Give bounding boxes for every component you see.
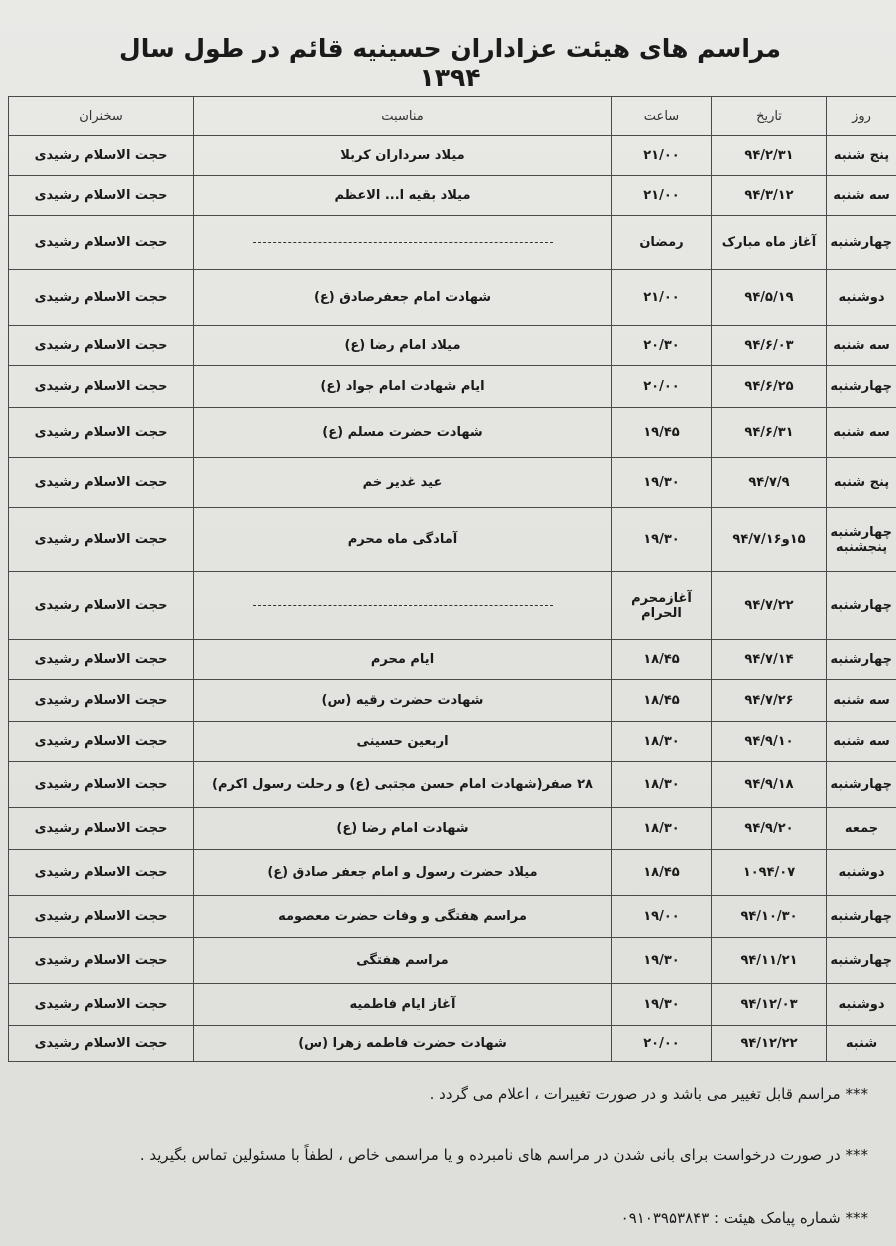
date-cell: ۹۴/۲/۳۱ (712, 136, 827, 176)
occasion-cell: آغاز ایام فاطمیه (194, 984, 612, 1026)
table-row (9, 176, 896, 216)
time-cell: ۲۰/۰۰ (612, 1026, 712, 1062)
table-header-row (9, 97, 896, 136)
day-cell: چهارشنبه (827, 366, 896, 408)
date-cell: ۱۵و۹۴/۷/۱۶ (712, 508, 827, 572)
table-row (9, 326, 896, 366)
speaker-cell: حجت الاسلام رشیدی (9, 938, 194, 984)
date-cell: ۱۰۹۴/۰۷ (712, 850, 827, 896)
occasion-cell: شهادت حضرت رقیه (س) (194, 680, 612, 722)
date-cell: ۹۴/۱۱/۲۱ (712, 938, 827, 984)
occasion-cell: شهادت امام جعفرصادق (ع) (194, 270, 612, 326)
table-row (9, 938, 896, 984)
time-cell: ۲۰/۳۰ (612, 326, 712, 366)
speaker-cell: حجت الاسلام رشیدی (9, 408, 194, 458)
day-cell: سه شنبه (827, 176, 896, 216)
time-cell: ۲۱/۰۰ (612, 136, 712, 176)
header-speaker: سخنران (9, 97, 194, 136)
table-row (9, 984, 896, 1026)
date-cell: ۹۴/۹/۱۰ (712, 722, 827, 762)
table-row (9, 640, 896, 680)
speaker-cell: حجت الاسلام رشیدی (9, 850, 194, 896)
table-row (9, 458, 896, 508)
date-cell: ۹۴/۶/۳۱ (712, 408, 827, 458)
date-cell: ۹۴/۷/۲۲ (712, 572, 827, 640)
time-cell: ۱۸/۴۵ (612, 640, 712, 680)
speaker-cell: حجت الاسلام رشیدی (9, 270, 194, 326)
day-cell: سه شنبه (827, 722, 896, 762)
speaker-cell: حجت الاسلام رشیدی (9, 366, 194, 408)
date-cell: ۹۴/۱۲/۰۳ (712, 984, 827, 1026)
time-cell: ۱۸/۳۰ (612, 808, 712, 850)
time-cell: ۱۹/۳۰ (612, 984, 712, 1026)
occasion-cell: میلاد امام رضا (ع) (194, 326, 612, 366)
occasion-cell: شهادت امام رضا (ع) (194, 808, 612, 850)
day-cell: چهارشنبه (827, 896, 896, 938)
table-row (9, 572, 896, 640)
time-cell: رمضان (612, 216, 712, 270)
note-sponsor: *** در صورت درخواست برای بانی شدن در مراسم های نامبرده و یا مراسمی خاص ، لطفاً با مسئولین تماس بگیرید . (139, 1146, 868, 1164)
speaker-cell: حجت الاسلام رشیدی (9, 1026, 194, 1062)
dashed-placeholder-line (253, 605, 553, 606)
time-cell: ۱۹/۳۰ (612, 508, 712, 572)
table-row (9, 270, 896, 326)
occasion-cell: مراسم هفتگی (194, 938, 612, 984)
day-cell: پنج شنبه (827, 136, 896, 176)
header-date: تاریخ (712, 97, 827, 136)
speaker-cell: حجت الاسلام رشیدی (9, 136, 194, 176)
occasion-cell: آمادگی ماه محرم (194, 508, 612, 572)
header-time: ساعت (612, 97, 712, 136)
occasion-cell: میلاد حضرت رسول و امام جعفر صادق (ع) (194, 850, 612, 896)
speaker-cell: حجت الاسلام رشیدی (9, 808, 194, 850)
table-row (9, 216, 896, 270)
date-cell: ۹۴/۵/۱۹ (712, 270, 827, 326)
date-cell: ۹۴/۶/۲۵ (712, 366, 827, 408)
date-cell: ۹۴/۱۲/۲۲ (712, 1026, 827, 1062)
note-changes: *** مراسم قابل تغییر می باشد و در صورت تغییرات ، اعلام می گردد . (429, 1085, 868, 1103)
day-cell: چهارشنبه (827, 572, 896, 640)
speaker-cell: حجت الاسلام رشیدی (9, 722, 194, 762)
header-occasion: مناسبت (194, 97, 612, 136)
speaker-cell: حجت الاسلام رشیدی (9, 326, 194, 366)
table-row (9, 808, 896, 850)
time-cell: ۲۱/۰۰ (612, 176, 712, 216)
time-cell: ۱۹/۰۰ (612, 896, 712, 938)
table-row (9, 136, 896, 176)
time-cell: ۱۹/۴۵ (612, 408, 712, 458)
speaker-cell: حجت الاسلام رشیدی (9, 762, 194, 808)
table-row (9, 722, 896, 762)
schedule-table (8, 96, 896, 1062)
occasion-cell: ایام محرم (194, 640, 612, 680)
day-cell: چهارشنبه (827, 762, 896, 808)
occasion-cell: ایام شهادت امام جواد (ع) (194, 366, 612, 408)
page-title: مراسم های هیئت عزاداران حسینیه قائم در طول سال ۱۳۹۴ (119, 34, 781, 92)
occasion-cell: اربعین حسینی (194, 722, 612, 762)
date-cell: ۹۴/۳/۱۲ (712, 176, 827, 216)
occasion-cell: مراسم هفتگی و وفات حضرت معصومه (194, 896, 612, 938)
date-cell: ۹۴/۶/۰۳ (712, 326, 827, 366)
occasion-cell: میلاد سرداران کربلا (194, 136, 612, 176)
speaker-cell: حجت الاسلام رشیدی (9, 176, 194, 216)
date-cell: ۹۴/۹/۱۸ (712, 762, 827, 808)
speaker-cell: حجت الاسلام رشیدی (9, 572, 194, 640)
day-cell: شنبه (827, 1026, 896, 1062)
day-cell: سه شنبه (827, 326, 896, 366)
speaker-cell: حجت الاسلام رشیدی (9, 458, 194, 508)
time-cell: آغازمحرم الحرام (612, 572, 712, 640)
day-cell: چهارشنبه (827, 640, 896, 680)
time-cell: ۲۰/۰۰ (612, 366, 712, 408)
speaker-cell: حجت الاسلام رشیدی (9, 680, 194, 722)
date-cell: ۹۴/۷/۲۶ (712, 680, 827, 722)
table-row (9, 366, 896, 408)
time-cell: ۱۹/۳۰ (612, 938, 712, 984)
day-cell: چهارشنبه (827, 938, 896, 984)
day-cell: چهارشنبه پنجشنبه (827, 508, 896, 572)
speaker-cell: حجت الاسلام رشیدی (9, 640, 194, 680)
day-cell: سه شنبه (827, 408, 896, 458)
table-row (9, 896, 896, 938)
day-cell: پنج شنبه (827, 458, 896, 508)
occasion-cell: عید غدیر خم (194, 458, 612, 508)
occasion-cell: میلاد بقیه ا... الاعظم (194, 176, 612, 216)
day-cell: دوشنبه (827, 984, 896, 1026)
table-row (9, 408, 896, 458)
time-cell: ۱۸/۴۵ (612, 850, 712, 896)
table-row (9, 680, 896, 722)
occasion-cell: شهادت حضرت فاطمه زهرا (س) (194, 1026, 612, 1062)
time-cell: ۲۱/۰۰ (612, 270, 712, 326)
dashed-placeholder-line (253, 242, 553, 243)
occasion-cell (194, 216, 612, 270)
date-cell: ۹۴/۷/۱۴ (712, 640, 827, 680)
table-row (9, 850, 896, 896)
note-sms-number: *** شماره پیامک هیئت : ۰۹۱۰۳۹۵۳۸۴۳ (620, 1209, 868, 1227)
table-row (9, 508, 896, 572)
date-cell: ۹۴/۷/۹ (712, 458, 827, 508)
speaker-cell: حجت الاسلام رشیدی (9, 216, 194, 270)
date-cell: آغاز ماه مبارک (712, 216, 827, 270)
time-cell: ۱۸/۳۰ (612, 722, 712, 762)
speaker-cell: حجت الاسلام رشیدی (9, 896, 194, 938)
day-cell: سه شنبه (827, 680, 896, 722)
occasion-cell: شهادت حضرت مسلم (ع) (194, 408, 612, 458)
occasion-cell: ۲۸ صفر(شهادت امام حسن مجتبی (ع) و رحلت رسول اکرم) (194, 762, 612, 808)
table-row (9, 1026, 896, 1062)
header-day: روز (827, 97, 896, 136)
day-cell: دوشنبه (827, 270, 896, 326)
speaker-cell: حجت الاسلام رشیدی (9, 984, 194, 1026)
table-row (9, 762, 896, 808)
date-cell: ۹۴/۱۰/۳۰ (712, 896, 827, 938)
occasion-cell (194, 572, 612, 640)
day-cell: چهارشنبه (827, 216, 896, 270)
day-cell: دوشنبه (827, 850, 896, 896)
date-cell: ۹۴/۹/۲۰ (712, 808, 827, 850)
time-cell: ۱۹/۳۰ (612, 458, 712, 508)
day-cell: جمعه (827, 808, 896, 850)
time-cell: ۱۸/۴۵ (612, 680, 712, 722)
time-cell: ۱۸/۳۰ (612, 762, 712, 808)
speaker-cell: حجت الاسلام رشیدی (9, 508, 194, 572)
